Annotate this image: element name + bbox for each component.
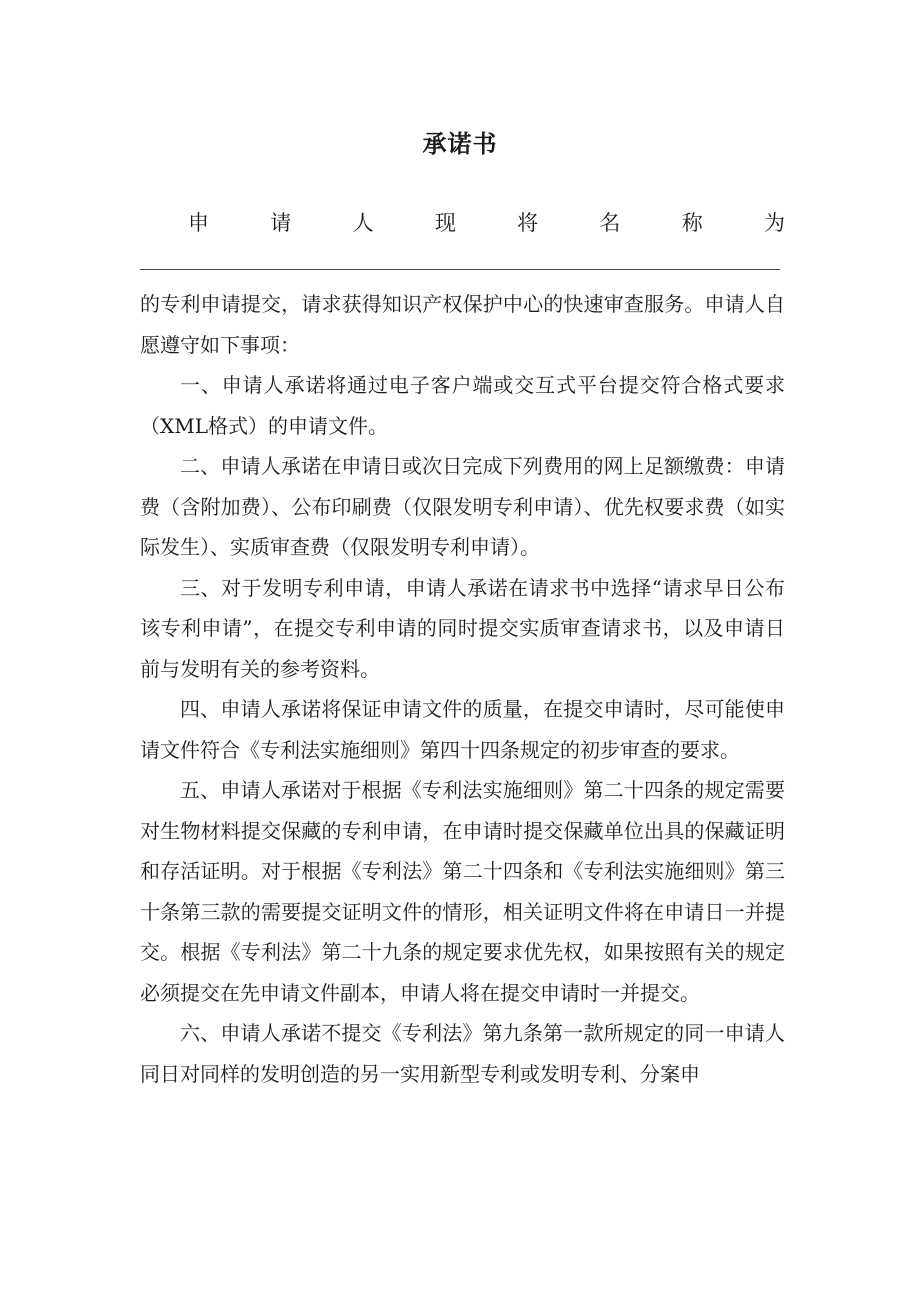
applicant-name-line [188, 206, 785, 240]
document-body [140, 284, 785, 1094]
spread-char: 请 [270, 211, 292, 235]
clause-4: 四、申请人承诺将保证申请文件的质量，在提交申请时，尽可能使申请文件符合《专利法实施细则》第四十四条规定的初步审查的要求。 [140, 697, 785, 762]
spread-char: 人 [352, 211, 374, 235]
document-title: 承诺书 [422, 130, 498, 158]
spread-char: 为 [763, 211, 785, 235]
intro-paragraph: 的专利申请提交，请求获得知识产权保护中心的快速审查服务。申请人自愿遵守如下事项： [140, 292, 785, 357]
spread-char: 称 [681, 211, 703, 235]
spread-char: 名 [599, 211, 621, 235]
clause-1: 一、申请人承诺将通过电子客户端或交互式平台提交符合格式要求（XML格式）的申请文件。 [140, 373, 785, 438]
spread-char: 申 [188, 211, 209, 235]
spread-char: 将 [517, 211, 539, 235]
spread-char: 现 [434, 211, 456, 235]
clause-2: 二、申请人承诺在申请日或次日完成下列费用的网上足额缴费：申请费（含附加费）、公布印刷费（仅限发明专利申请）、优先权要求费（如实际发生）、实质审查费（仅限发明专利申请）。 [140, 454, 785, 559]
clause-5: 五、申请人承诺对于根据《专利法实施细则》第二十四条的规定需要对生物材料提交保藏的专利申请，在申请时提交保藏单位出具的保藏证明和存活证明。对于根据《专利法》第二十四条和《专利法实施细则》第三十条第三款的需要提交证明文件的情形，相关证明文件将在申请日一并提交。根据《专利法》第二十九条的规定要求优先权，如果按照有关的规定必须提交在先申请文件副本，申请人将在提交申请时一并提交。 [140, 778, 785, 1005]
clause-6: 六、申请人承诺不提交《专利法》第九条第一款所规定的同一申请人同日对同样的发明创造的另一实用新型专利或发明专利、分案申 [140, 1021, 785, 1086]
name-fill-blank [140, 269, 780, 270]
clause-3: 三、对于发明专利申请，申请人承诺在请求书中选择“请求早日公布该专利申请”，在提交专利申请的同时提交实质审查请求书，以及申请日前与发明有关的参考资料。 [140, 575, 785, 681]
